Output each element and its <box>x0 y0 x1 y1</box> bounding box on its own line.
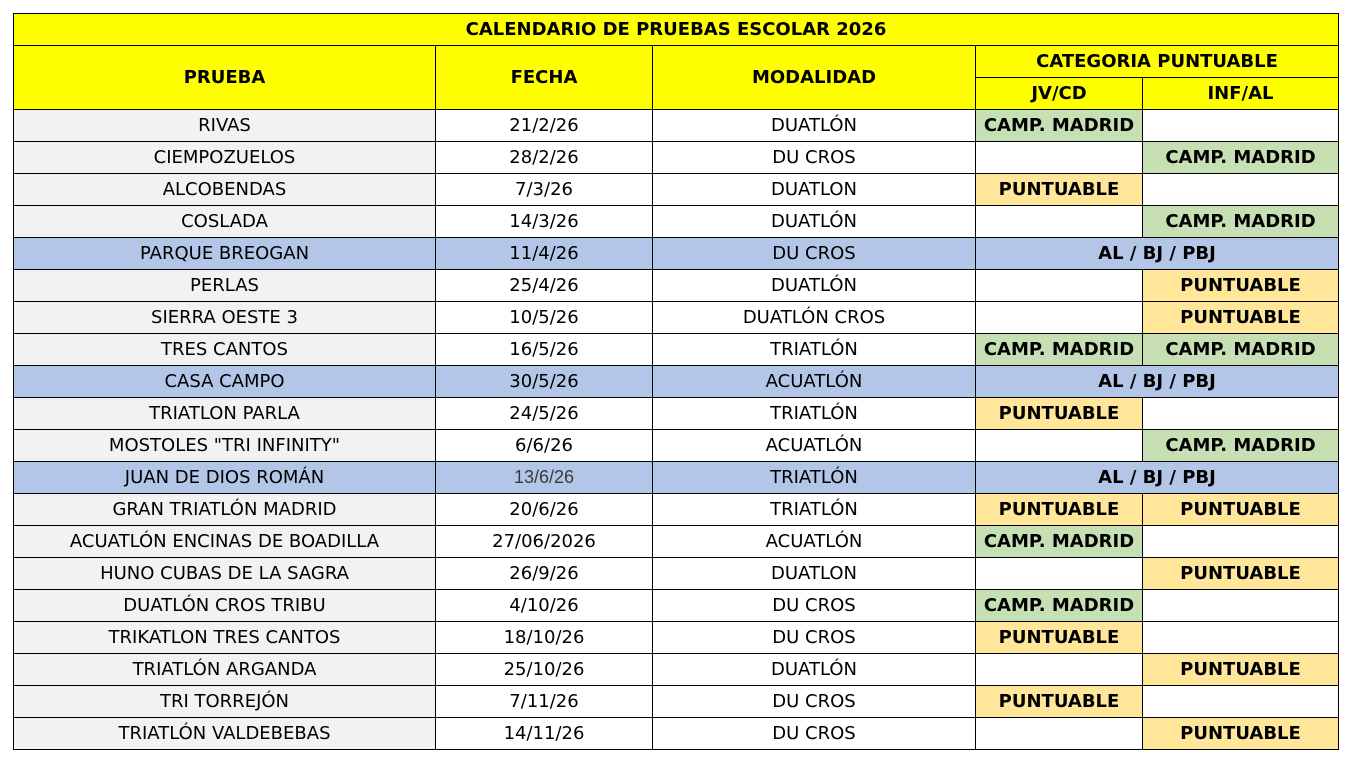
cell-prueba: PARQUE BREOGAN <box>14 238 436 270</box>
cell-prueba: TRIKATLON TRES CANTOS <box>14 622 436 654</box>
cell-fecha: 14/11/26 <box>436 718 653 750</box>
table-row <box>14 622 1339 654</box>
cell-modalidad: ACUATLÓN <box>653 430 976 462</box>
cell-infal <box>1143 686 1339 718</box>
cell-categoria-both: AL / BJ / PBJ <box>976 238 1339 270</box>
cell-fecha: 16/5/26 <box>436 334 653 366</box>
table-row <box>14 110 1339 142</box>
cell-prueba: GRAN TRIATLÓN MADRID <box>14 494 436 526</box>
cell-jvcd <box>976 142 1143 174</box>
cell-fecha: 21/2/26 <box>436 110 653 142</box>
cell-infal: PUNTUABLE <box>1143 302 1339 334</box>
cell-fecha: 30/5/26 <box>436 366 653 398</box>
calendar-body <box>14 14 1339 750</box>
cell-infal: CAMP. MADRID <box>1143 206 1339 238</box>
table-row <box>14 366 1339 398</box>
cell-jvcd <box>976 302 1143 334</box>
table-row <box>14 334 1339 366</box>
table-row <box>14 462 1339 494</box>
cell-jvcd: PUNTUABLE <box>976 494 1143 526</box>
cell-modalidad: DU CROS <box>653 622 976 654</box>
cell-fecha: 25/10/26 <box>436 654 653 686</box>
cell-modalidad: DUATLÓN <box>653 270 976 302</box>
cell-prueba: TRIATLON PARLA <box>14 398 436 430</box>
cell-fecha: 24/5/26 <box>436 398 653 430</box>
cell-infal <box>1143 110 1339 142</box>
cell-infal: PUNTUABLE <box>1143 494 1339 526</box>
cell-modalidad: TRIATLÓN <box>653 494 976 526</box>
table-row <box>14 238 1339 270</box>
cell-prueba: ACUATLÓN ENCINAS DE BOADILLA <box>14 526 436 558</box>
table-row <box>14 430 1339 462</box>
cell-fecha: 27/06/2026 <box>436 526 653 558</box>
cell-fecha: 25/4/26 <box>436 270 653 302</box>
cell-jvcd <box>976 270 1143 302</box>
cell-categoria-both: AL / BJ / PBJ <box>976 366 1339 398</box>
cell-prueba: HUNO CUBAS DE LA SAGRA <box>14 558 436 590</box>
table-row <box>14 302 1339 334</box>
cell-modalidad: ACUATLÓN <box>653 526 976 558</box>
cell-prueba: CASA CAMPO <box>14 366 436 398</box>
table-row <box>14 654 1339 686</box>
cell-fecha: 4/10/26 <box>436 590 653 622</box>
header-modalidad: MODALIDAD <box>653 46 976 110</box>
cell-modalidad: DUATLÓN <box>653 110 976 142</box>
cell-infal <box>1143 622 1339 654</box>
cell-jvcd: CAMP. MADRID <box>976 110 1143 142</box>
cell-modalidad: DUATLON <box>653 174 976 206</box>
cell-modalidad: TRIATLÓN <box>653 334 976 366</box>
cell-modalidad: DU CROS <box>653 590 976 622</box>
cell-infal: CAMP. MADRID <box>1143 430 1339 462</box>
cell-jvcd <box>976 430 1143 462</box>
cell-prueba: TRIATLÓN ARGANDA <box>14 654 436 686</box>
cell-prueba: MOSTOLES "TRI INFINITY" <box>14 430 436 462</box>
title-row <box>14 14 1339 46</box>
table-row <box>14 174 1339 206</box>
cell-fecha: 26/9/26 <box>436 558 653 590</box>
cell-jvcd: PUNTUABLE <box>976 174 1143 206</box>
cell-fecha: 13/6/26 <box>436 462 653 494</box>
cell-jvcd <box>976 654 1143 686</box>
cell-fecha: 11/4/26 <box>436 238 653 270</box>
table-row <box>14 206 1339 238</box>
table-row <box>14 494 1339 526</box>
cell-modalidad: DU CROS <box>653 238 976 270</box>
cell-infal: PUNTUABLE <box>1143 654 1339 686</box>
cell-prueba: TRI TORREJÓN <box>14 686 436 718</box>
cell-fecha: 10/5/26 <box>436 302 653 334</box>
cell-prueba: TRES CANTOS <box>14 334 436 366</box>
cell-modalidad: DUATLÓN <box>653 654 976 686</box>
cell-modalidad: DUATLÓN CROS <box>653 302 976 334</box>
cell-prueba: CIEMPOZUELOS <box>14 142 436 174</box>
table-row <box>14 590 1339 622</box>
cell-infal: CAMP. MADRID <box>1143 142 1339 174</box>
table-row <box>14 398 1339 430</box>
table-row <box>14 142 1339 174</box>
cell-jvcd: CAMP. MADRID <box>976 526 1143 558</box>
cell-prueba: TRIATLÓN VALDEBEBAS <box>14 718 436 750</box>
cell-jvcd: PUNTUABLE <box>976 622 1143 654</box>
calendar-table <box>13 13 1339 750</box>
cell-fecha: 7/3/26 <box>436 174 653 206</box>
cell-modalidad: DU CROS <box>653 142 976 174</box>
cell-prueba: ALCOBENDAS <box>14 174 436 206</box>
cell-modalidad: DUATLÓN <box>653 206 976 238</box>
header-categoria: CATEGORIA PUNTUABLE <box>976 46 1339 78</box>
cell-infal: PUNTUABLE <box>1143 558 1339 590</box>
cell-fecha: 7/11/26 <box>436 686 653 718</box>
cell-prueba: PERLAS <box>14 270 436 302</box>
cell-modalidad: TRIATLÓN <box>653 462 976 494</box>
cell-infal: CAMP. MADRID <box>1143 334 1339 366</box>
cell-jvcd: CAMP. MADRID <box>976 334 1143 366</box>
cell-fecha: 20/6/26 <box>436 494 653 526</box>
header-jvcd: JV/CD <box>976 78 1143 110</box>
cell-prueba: JUAN DE DIOS ROMÁN <box>14 462 436 494</box>
cell-fecha: 18/10/26 <box>436 622 653 654</box>
cell-modalidad: DU CROS <box>653 718 976 750</box>
cell-infal <box>1143 174 1339 206</box>
cell-infal <box>1143 398 1339 430</box>
cell-fecha: 14/3/26 <box>436 206 653 238</box>
header-row <box>14 46 1339 78</box>
cell-modalidad: DUATLON <box>653 558 976 590</box>
cell-jvcd <box>976 206 1143 238</box>
cell-prueba: DUATLÓN CROS TRIBU <box>14 590 436 622</box>
cell-modalidad: TRIATLÓN <box>653 398 976 430</box>
cell-jvcd: CAMP. MADRID <box>976 590 1143 622</box>
table-row <box>14 718 1339 750</box>
table-title: CALENDARIO DE PRUEBAS ESCOLAR 2026 <box>14 14 1339 46</box>
cell-prueba: SIERRA OESTE 3 <box>14 302 436 334</box>
cell-fecha: 6/6/26 <box>436 430 653 462</box>
cell-infal: PUNTUABLE <box>1143 718 1339 750</box>
cell-modalidad: ACUATLÓN <box>653 366 976 398</box>
cell-modalidad: DU CROS <box>653 686 976 718</box>
header-prueba: PRUEBA <box>14 46 436 110</box>
cell-infal <box>1143 590 1339 622</box>
table-row <box>14 526 1339 558</box>
cell-fecha: 28/2/26 <box>436 142 653 174</box>
table-row <box>14 270 1339 302</box>
cell-jvcd: PUNTUABLE <box>976 398 1143 430</box>
table-row <box>14 558 1339 590</box>
table-row <box>14 686 1339 718</box>
cell-infal <box>1143 526 1339 558</box>
cell-jvcd <box>976 718 1143 750</box>
cell-prueba: COSLADA <box>14 206 436 238</box>
cell-prueba: RIVAS <box>14 110 436 142</box>
cell-jvcd: PUNTUABLE <box>976 686 1143 718</box>
cell-infal: PUNTUABLE <box>1143 270 1339 302</box>
header-infal: INF/AL <box>1143 78 1339 110</box>
cell-categoria-both: AL / BJ / PBJ <box>976 462 1339 494</box>
cell-jvcd <box>976 558 1143 590</box>
header-fecha: FECHA <box>436 46 653 110</box>
